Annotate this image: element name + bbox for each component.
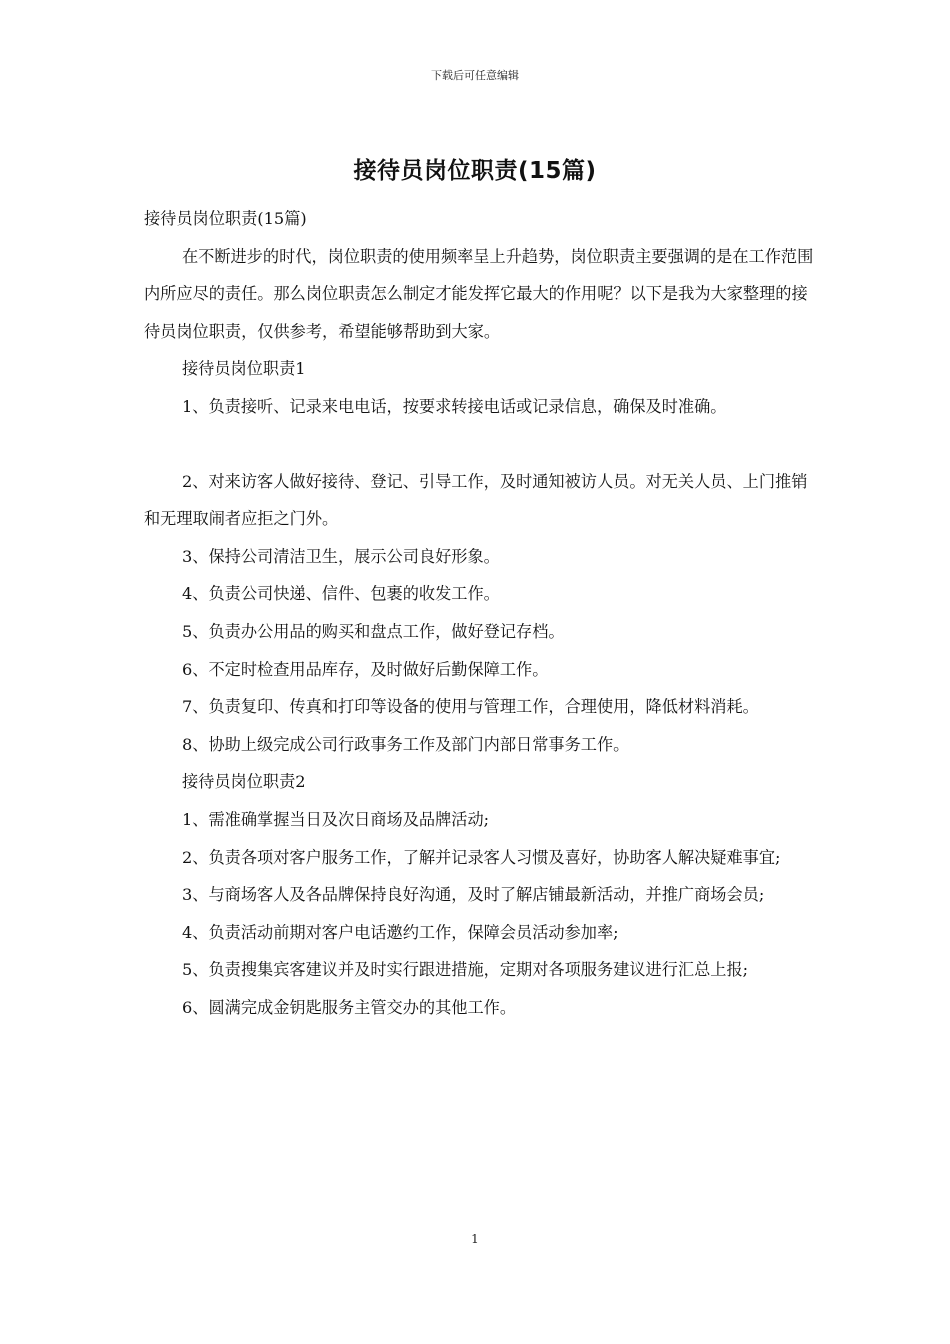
document-title: 接待员岗位职责(15篇) — [353, 158, 597, 184]
section-1-item: 3、保持公司清洁卫生，展示公司良好形象。 — [182, 546, 500, 566]
section-1-item: 5、负责办公用品的购买和盘点工作，做好登记存档。 — [182, 621, 565, 641]
intro-paragraph: 在不断进步的时代，岗位职责的使用频率呈上升趋势，岗位职责主要强调的是在工作范围内所应尽的责任。那么岗位职责怎么制定才能发挥它最大的作用呢？以下是我为大家整理的接待员岗位职责，仅供参考，希望能够帮助到大家。 — [144, 246, 814, 341]
section-2-item: 5、负责搜集宾客建议并及时实行跟进措施，定期对各项服务建议进行汇总上报; — [182, 960, 749, 980]
section-1-item: 4、负责公司快递、信件、包裹的收发工作。 — [182, 584, 500, 604]
section-2-item: 2、负责各项对客户服务工作，了解并记录客人习惯及喜好，协助客人解决疑难事宜; — [182, 847, 781, 867]
section-2-item: 1、需准确掌握当日及次日商场及品牌活动; — [182, 809, 490, 829]
document-body — [144, 200, 820, 1026]
subtitle: 接待员岗位职责(15篇) — [144, 209, 307, 228]
section-2-item: 4、负责活动前期对客户电话邀约工作，保障会员活动参加率; — [182, 922, 619, 942]
section-2-heading: 接待员岗位职责2 — [182, 772, 306, 792]
section-1-item: 6、不定时检查用品库存，及时做好后勤保障工作。 — [182, 659, 549, 679]
section-1-item: 8、协助上级完成公司行政事务工作及部门内部日常事务工作。 — [182, 734, 630, 754]
section-2-item: 3、与商场客人及各品牌保持良好沟通，及时了解店铺最新活动，并推广商场会员; — [182, 885, 765, 905]
section-1-item: 7、负责复印、传真和打印等设备的使用与管理工作，合理使用，降低材料消耗。 — [182, 697, 759, 717]
page-header: 下载后可任意编辑 — [431, 69, 519, 82]
section-2-item: 6、圆满完成金钥匙服务主管交办的其他工作。 — [182, 997, 517, 1017]
section-1-item: 1、负责接听、记录来电电话，按要求转接电话或记录信息，确保及时准确。 — [182, 396, 727, 416]
section-1-item: 2、对来访客人做好接待、登记、引导工作，及时通知被访人员。对无关人员、上门推销和无理取闹者应拒之门外。 — [144, 471, 808, 529]
section-1-heading: 接待员岗位职责1 — [182, 359, 306, 379]
page-number: 1 — [471, 1232, 479, 1246]
blank-line — [144, 426, 820, 463]
